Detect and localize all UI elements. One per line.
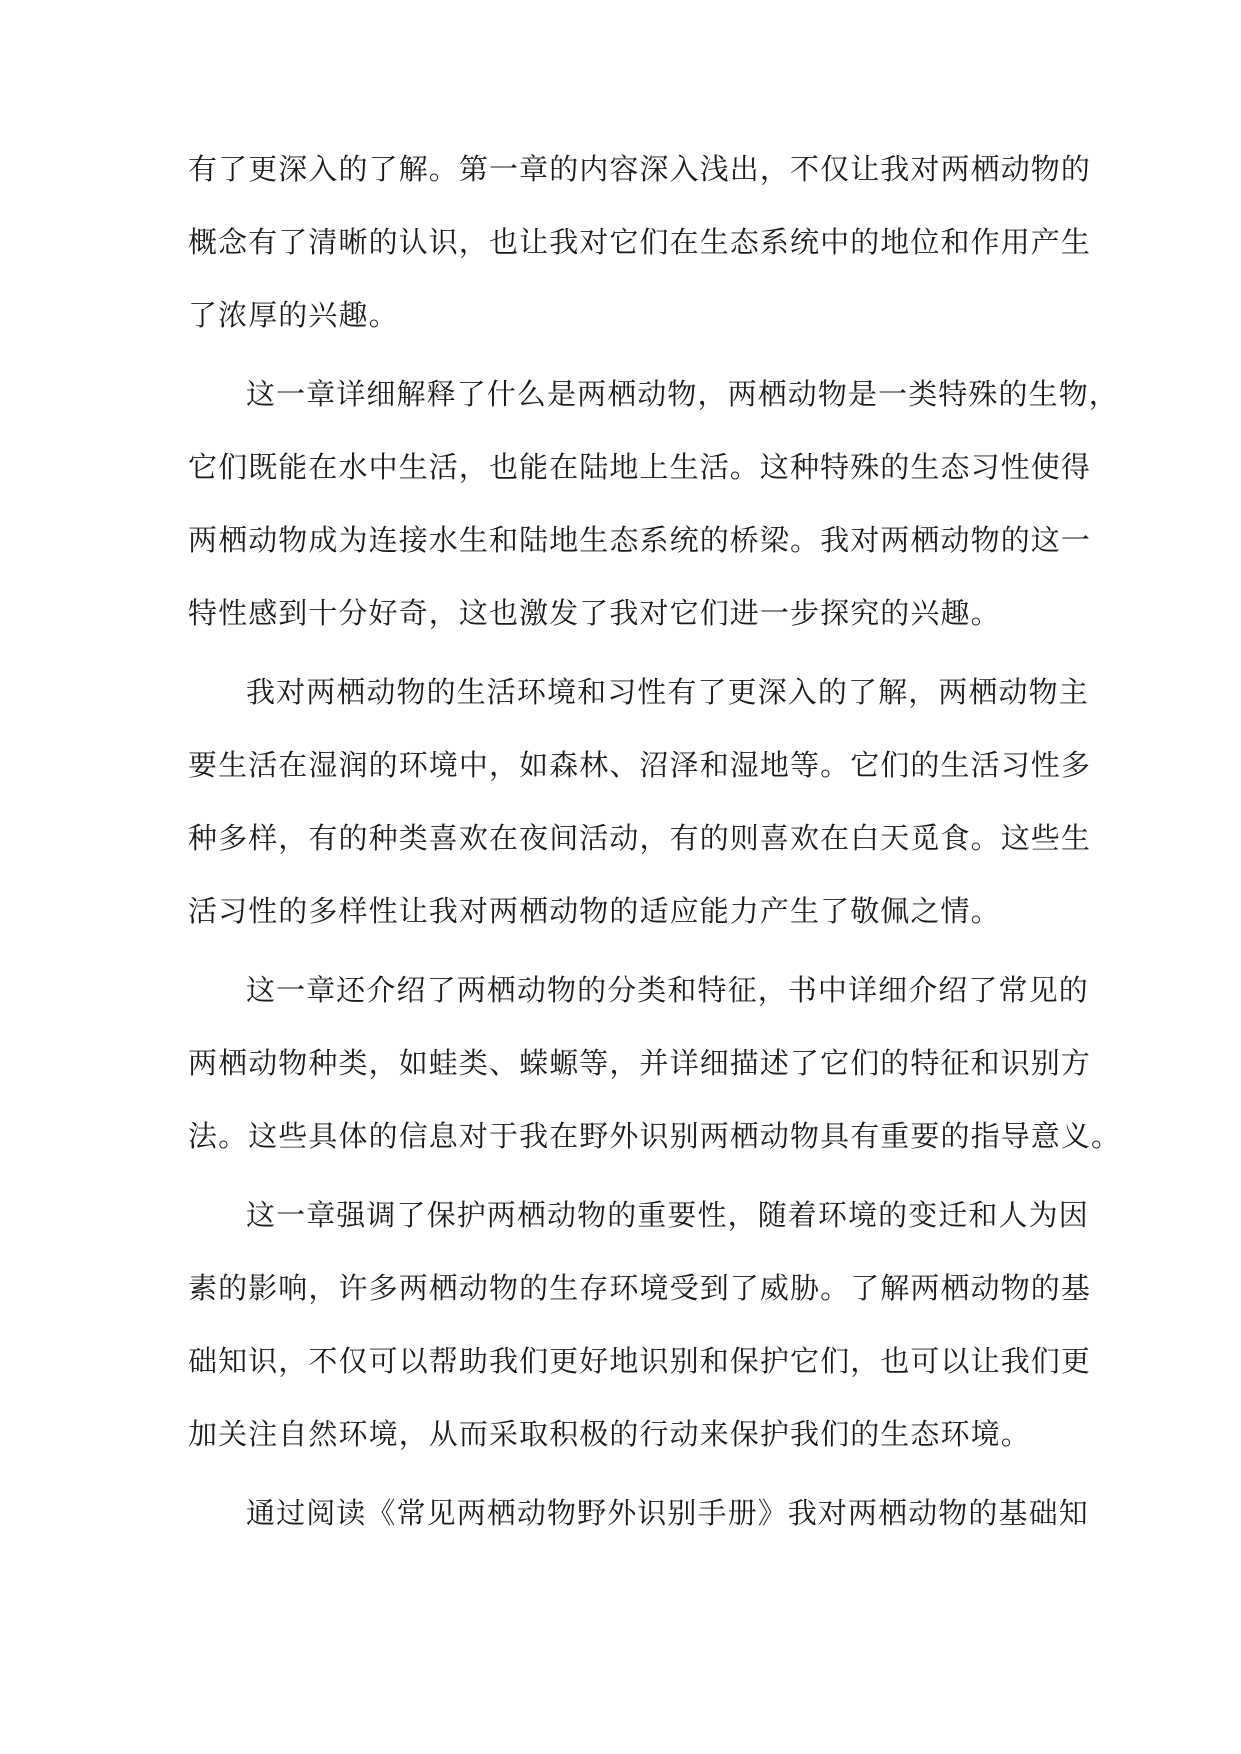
text-line: 法。这些具体的信息对于我在野外识别两栖动物具有重要的指导意义。	[188, 1119, 1122, 1153]
text-line: 概念有了清晰的认识，也让我对它们在生态系统中的地位和作用产生	[188, 225, 1092, 259]
text-line: 有了更深入的了解。第一章的内容深入浅出，不仅让我对两栖动物的	[188, 152, 1092, 186]
text-line: 种多样，有的种类喜欢在夜间活动，有的则喜欢在白天觅食。这些生	[188, 821, 1092, 855]
text-line: 加关注自然环境，从而采取积极的行动来保护我们的生态环境。	[188, 1417, 1031, 1451]
text-line: 活习性的多样性让我对两栖动物的适应能力产生了敬佩之情。	[188, 894, 1001, 928]
text-line: 两栖动物成为连接水生和陆地生态系统的桥梁。我对两栖动物的这一	[188, 523, 1092, 557]
text-line: 特性感到十分好奇，这也激发了我对它们进一步探究的兴趣。	[188, 596, 1001, 630]
text-line: 了浓厚的兴趣。	[188, 298, 399, 332]
text-line: 础知识，不仅可以帮助我们更好地识别和保护它们，也可以让我们更	[188, 1344, 1092, 1378]
paragraph-first-line: 我对两栖动物的生活环境和习性有了更深入的了解，两栖动物主	[246, 675, 1089, 709]
text-line: 两栖动物种类，如蛙类、蝾螈等，并详细描述了它们的特征和识别方	[188, 1046, 1092, 1080]
text-line: 要生活在湿润的环境中，如森林、沼泽和湿地等。它们的生活习性多	[188, 748, 1092, 782]
paragraph-first-line: 通过阅读《常见两栖动物野外识别手册》我对两栖动物的基础知	[246, 1496, 1089, 1530]
text-line: 素的影响，许多两栖动物的生存环境受到了威胁。了解两栖动物的基	[188, 1271, 1092, 1305]
paragraph-first-line: 这一章详细解释了什么是两栖动物，两栖动物是一类特殊的生物，	[246, 377, 1119, 411]
paragraph-first-line: 这一章还介绍了两栖动物的分类和特征，书中详细介绍了常见的	[246, 973, 1089, 1007]
text-line: 它们既能在水中生活，也能在陆地上生活。这种特殊的生态习性使得	[188, 450, 1092, 484]
paragraph-first-line: 这一章强调了保护两栖动物的重要性，随着环境的变迁和人为因	[246, 1198, 1089, 1232]
